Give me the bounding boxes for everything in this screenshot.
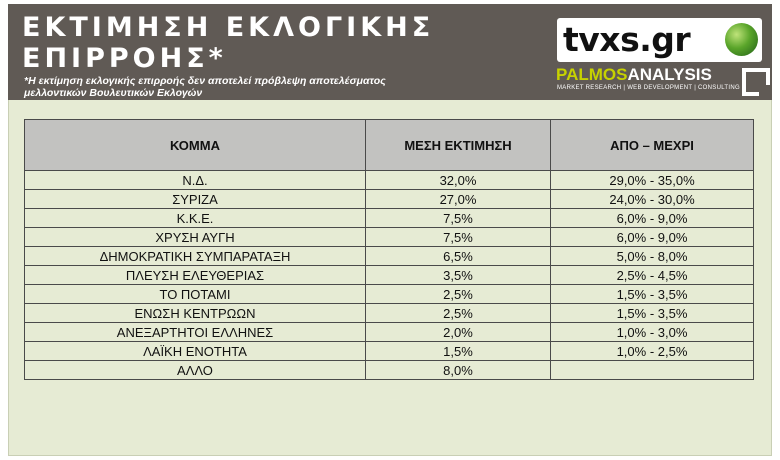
range-cell: 6,0% - 9,0% [551, 228, 754, 247]
header-banner [8, 4, 772, 100]
range-cell: 2,5% - 4,5% [551, 266, 754, 285]
table-row [25, 190, 754, 209]
estimate-cell: 32,0% [366, 171, 551, 190]
party-cell: Κ.Κ.Ε. [25, 209, 366, 228]
page-title [22, 12, 492, 74]
estimate-cell: 27,0% [366, 190, 551, 209]
range-cell: 1,5% - 3,5% [551, 285, 754, 304]
column-header-range: ΑΠΟ – ΜΕΧΡΙ [551, 120, 754, 171]
globe-icon [725, 23, 758, 56]
party-cell: ΧΡΥΣΗ ΑΥΓΗ [25, 228, 366, 247]
table-row [25, 209, 754, 228]
range-cell: 24,0% - 30,0% [551, 190, 754, 209]
estimate-cell: 2,5% [366, 304, 551, 323]
table-row [25, 285, 754, 304]
column-header-estimate: ΜΕΣΗ ΕΚΤΙΜΗΣΗ [366, 120, 551, 171]
estimate-cell: 7,5% [366, 209, 551, 228]
table-header-row [25, 120, 754, 171]
range-cell: 29,0% - 35,0% [551, 171, 754, 190]
palmos-mark-icon [742, 68, 770, 96]
party-cell: ΠΛΕΥΣΗ ΕΛΕΥΘΕΡΙΑΣ [25, 266, 366, 285]
range-cell: 1,0% - 2,5% [551, 342, 754, 361]
range-cell [551, 361, 754, 380]
palmos-analysis-logo [556, 66, 772, 100]
table-row [25, 323, 754, 342]
party-cell: Ν.Δ. [25, 171, 366, 190]
party-cell: ΑΛΛΟ [25, 361, 366, 380]
party-cell: ΣΥΡΙΖΑ [25, 190, 366, 209]
estimate-table [24, 119, 754, 380]
party-cell: ΛΑΪΚΗ ΕΝΟΤΗΤΑ [25, 342, 366, 361]
party-cell: ΔΗΜΟΚΡΑΤΙΚΗ ΣΥΜΠΑΡΑΤΑΞΗ [25, 247, 366, 266]
palmos-logo-tagline: MARKET RESEARCH | WEB DEVELOPMENT | CONSULTING [557, 85, 740, 91]
disclaimer-line-1: *Η εκτίμηση εκλογικής επιρροής δεν αποτελεί πρόβλεψη αποτελέσματος [24, 75, 386, 87]
table-row [25, 228, 754, 247]
palmos-logo-part1: PALMOS [556, 65, 628, 84]
range-cell: 1,5% - 3,5% [551, 304, 754, 323]
estimate-cell: 3,5% [366, 266, 551, 285]
party-cell: ΤΟ ΠΟΤΑΜΙ [25, 285, 366, 304]
table-row [25, 361, 754, 380]
table-row [25, 304, 754, 323]
table-row [25, 266, 754, 285]
disclaimer-line-2: μελλοντικών Βουλευτικών Εκλογών [24, 87, 203, 99]
party-cell: ΑΝΕΞΑΡΤΗΤΟΙ ΕΛΛΗΝΕΣ [25, 323, 366, 342]
palmos-logo-text [556, 66, 712, 84]
estimate-cell: 2,0% [366, 323, 551, 342]
estimate-cell: 6,5% [366, 247, 551, 266]
title-line-2: ΕΠΙΡΡΟΗΣ* [22, 43, 227, 74]
tvxs-logo-text: tvxs.gr [563, 20, 691, 59]
palmos-logo-part2: ANALYSIS [627, 65, 712, 84]
column-header-party: ΚΟΜΜΑ [25, 120, 366, 171]
estimate-cell: 8,0% [366, 361, 551, 380]
table-row [25, 342, 754, 361]
disclaimer-note [24, 75, 464, 99]
table-row [25, 171, 754, 190]
table-row [25, 247, 754, 266]
estimate-cell: 2,5% [366, 285, 551, 304]
estimate-cell: 7,5% [366, 228, 551, 247]
title-line-1: ΕΚΤΙΜΗΣΗ ΕΚΛΟΓΙΚΗΣ [22, 12, 435, 43]
range-cell: 6,0% - 9,0% [551, 209, 754, 228]
range-cell: 5,0% - 8,0% [551, 247, 754, 266]
range-cell: 1,0% - 3,0% [551, 323, 754, 342]
tvxs-logo [557, 18, 762, 62]
estimate-cell: 1,5% [366, 342, 551, 361]
table-body [25, 171, 754, 380]
party-cell: ΕΝΩΣΗ ΚΕΝΤΡΩΩΝ [25, 304, 366, 323]
